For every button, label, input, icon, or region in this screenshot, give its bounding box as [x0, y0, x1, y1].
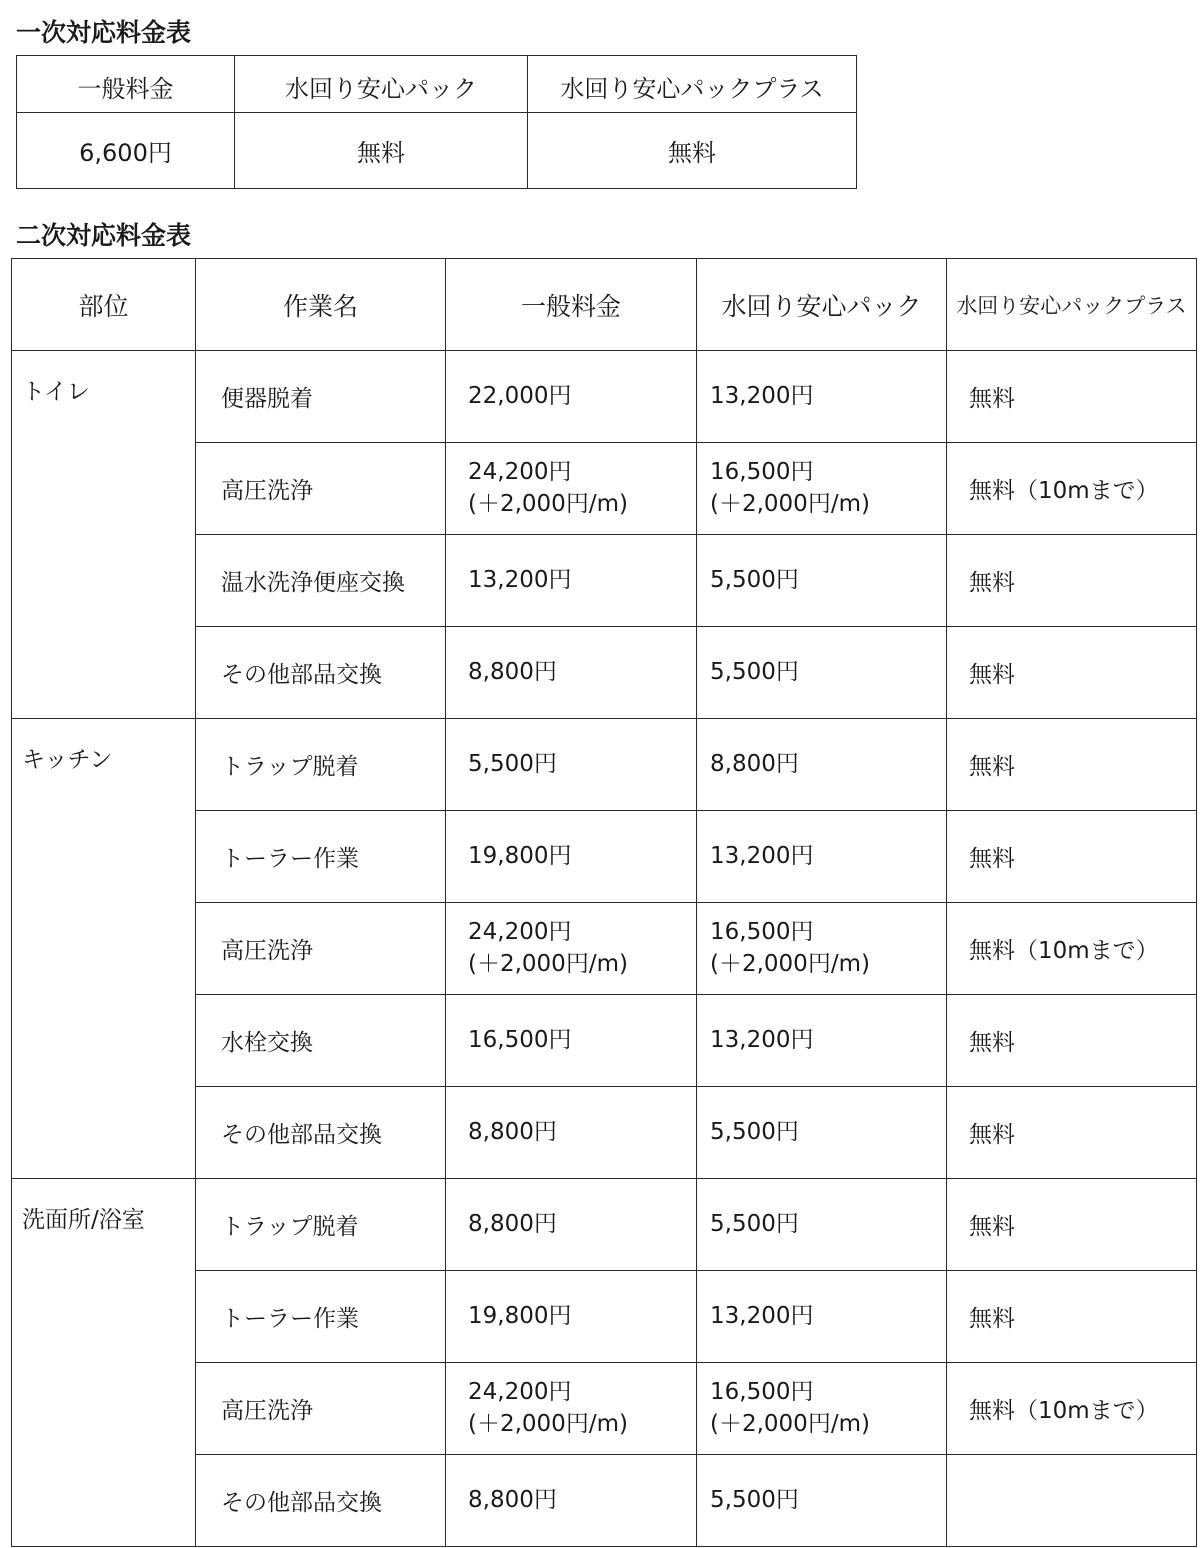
plus-price-cell: 無料: [947, 1271, 1197, 1363]
price-line: 8,800円: [468, 1486, 557, 1513]
price-line: 8,800円: [468, 658, 557, 685]
task-cell: トーラー作業: [196, 1271, 446, 1363]
plus-price-cell: 無料（10mまで）: [947, 903, 1197, 995]
price-line: 5,500円: [468, 750, 557, 777]
pack-price-cell: [697, 1179, 947, 1271]
secondary-header-row: [12, 259, 1197, 351]
primary-header-row: [17, 56, 857, 113]
price-line: 16,500円: [710, 459, 814, 486]
pack-price-cell: [697, 351, 947, 443]
plus-price-cell: 無料: [947, 1087, 1197, 1179]
secondary-title: 二次対応料金表: [16, 221, 192, 250]
primary-value-plus: 無料: [528, 113, 857, 189]
price-line: 16,500円: [468, 1026, 572, 1053]
general-price-cell: [446, 443, 697, 535]
pack-price-cell: [697, 627, 947, 719]
pack-price-cell: [697, 1087, 947, 1179]
price-line: 5,500円: [710, 1486, 799, 1513]
price-line: 13,200円: [468, 566, 572, 593]
primary-header-plus: 水回り安心パックプラス: [528, 56, 857, 113]
plus-price-cell: 無料（10mまで）: [947, 443, 1197, 535]
general-price-cell: [446, 811, 697, 903]
task-cell: トラップ脱着: [196, 1179, 446, 1271]
price-line: 24,200円: [468, 919, 572, 946]
price-line: 16,500円: [710, 919, 814, 946]
task-cell: 便器脱着: [196, 351, 446, 443]
pack-price-cell: [697, 1271, 947, 1363]
primary-value-row: [17, 113, 857, 189]
pack-price-cell: [697, 535, 947, 627]
pack-price-cell: [697, 995, 947, 1087]
plus-price-cell: 無料: [947, 995, 1197, 1087]
plus-price-cell: 無料: [947, 627, 1197, 719]
primary-header-general: 一般料金: [17, 56, 235, 113]
price-line: (＋2,000円/m): [468, 950, 628, 977]
task-cell: 高圧洗浄: [196, 443, 446, 535]
task-cell: その他部品交換: [196, 1455, 446, 1547]
price-line: 19,800円: [468, 1302, 572, 1329]
general-price-cell: [446, 719, 697, 811]
price-line: 5,500円: [710, 1210, 799, 1237]
price-line: 24,200円: [468, 1379, 572, 1406]
general-price-cell: [446, 627, 697, 719]
primary-price-table: [16, 55, 857, 189]
task-cell: トラップ脱着: [196, 719, 446, 811]
price-line: 13,200円: [710, 382, 814, 409]
price-line: 19,800円: [468, 842, 572, 869]
price-line: (＋2,000円/m): [468, 1410, 628, 1437]
general-price-cell: [446, 1271, 697, 1363]
general-price-cell: [446, 351, 697, 443]
price-line: 24,200円: [468, 459, 572, 486]
table-row: [12, 351, 1197, 443]
general-price-cell: [446, 1455, 697, 1547]
price-line: 13,200円: [710, 842, 814, 869]
header-task: 作業名: [196, 259, 446, 351]
price-line: 13,200円: [710, 1302, 814, 1329]
plus-price-cell: 無料: [947, 535, 1197, 627]
task-cell: その他部品交換: [196, 627, 446, 719]
price-line: 5,500円: [710, 658, 799, 685]
plus-price-cell: 無料: [947, 1179, 1197, 1271]
price-line: 22,000円: [468, 382, 572, 409]
pack-price-cell: [697, 811, 947, 903]
pack-price-cell: [697, 903, 947, 995]
table-row: [12, 719, 1197, 811]
plus-price-cell: 無料: [947, 719, 1197, 811]
pack-price-cell: [697, 1363, 947, 1455]
task-cell: トーラー作業: [196, 811, 446, 903]
general-price-cell: [446, 1363, 697, 1455]
table-row: [12, 1179, 1197, 1271]
area-cell: 洗面所/浴室: [12, 1179, 196, 1547]
price-line: (＋2,000円/m): [710, 950, 870, 977]
primary-value-general: 6,600円: [17, 113, 235, 189]
pack-price-cell: [697, 443, 947, 535]
header-general: 一般料金: [446, 259, 697, 351]
pack-price-cell: [697, 719, 947, 811]
general-price-cell: [446, 903, 697, 995]
primary-header-pack: 水回り安心パック: [235, 56, 528, 113]
price-line: 8,800円: [468, 1210, 557, 1237]
price-line: (＋2,000円/m): [710, 1410, 870, 1437]
price-line: 16,500円: [710, 1379, 814, 1406]
header-pack: 水回り安心パック: [697, 259, 947, 351]
task-cell: 高圧洗浄: [196, 903, 446, 995]
area-cell: キッチン: [12, 719, 196, 1179]
plus-price-cell: 無料: [947, 811, 1197, 903]
task-cell: その他部品交換: [196, 1087, 446, 1179]
plus-price-cell: 無料（10mまで）: [947, 1363, 1197, 1455]
plus-price-cell: 無料: [947, 351, 1197, 443]
area-cell: トイレ: [12, 351, 196, 719]
general-price-cell: [446, 995, 697, 1087]
primary-value-pack: 無料: [235, 113, 528, 189]
price-line: 8,800円: [468, 1118, 557, 1145]
general-price-cell: [446, 1087, 697, 1179]
price-line: 5,500円: [710, 1118, 799, 1145]
header-area: 部位: [12, 259, 196, 351]
secondary-price-table: [11, 258, 1197, 1547]
price-line: 8,800円: [710, 750, 799, 777]
primary-title: 一次対応料金表: [16, 18, 192, 47]
price-line: 5,500円: [710, 566, 799, 593]
general-price-cell: [446, 1179, 697, 1271]
plus-price-cell: [947, 1455, 1197, 1547]
price-line: (＋2,000円/m): [468, 490, 628, 517]
task-cell: 水栓交換: [196, 995, 446, 1087]
price-line: 13,200円: [710, 1026, 814, 1053]
price-line: (＋2,000円/m): [710, 490, 870, 517]
general-price-cell: [446, 535, 697, 627]
task-cell: 温水洗浄便座交換: [196, 535, 446, 627]
task-cell: 高圧洗浄: [196, 1363, 446, 1455]
header-plus: 水回り安心パックプラス: [947, 259, 1197, 351]
pack-price-cell: [697, 1455, 947, 1547]
